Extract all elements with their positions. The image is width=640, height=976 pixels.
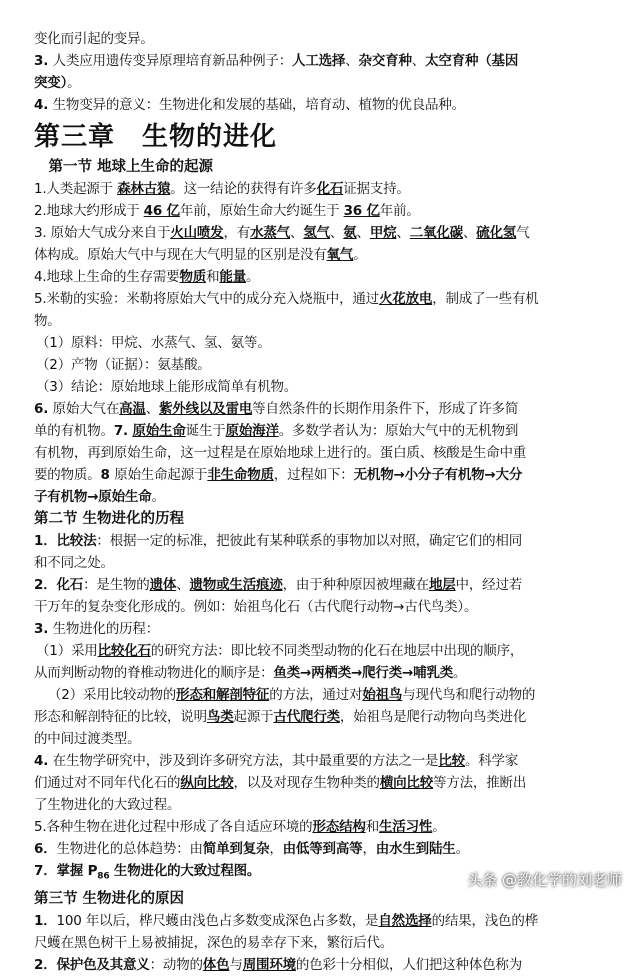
text-segment: 物。 <box>34 313 61 329</box>
text-segment: 有机物，再到原始生命，这一过程是在原始地球上进行的。蛋白质、核酸是生命中重 <box>34 445 527 461</box>
text-segment: 4. <box>34 97 53 113</box>
text-segment: 尺蠖在黑色树干上易被捕捉，深色的易幸存下来，繁衍后代。 <box>34 934 394 951</box>
text-segment: 纵向比较 <box>180 775 234 791</box>
text-segment: 在生物学研究中，涉及到许多研究方法，其中最重要的方法之一是 <box>52 753 439 769</box>
text-segment: ，有 <box>223 225 251 241</box>
text-line <box>34 244 618 266</box>
text-segment: 生物进化的大致过程图。 <box>109 863 261 879</box>
text-segment: 生活习性 <box>379 819 433 835</box>
text-line <box>34 178 618 200</box>
text-line <box>34 310 618 332</box>
text-segment: 比较 <box>438 753 465 769</box>
text-line <box>34 530 618 552</box>
section-heading <box>34 888 618 910</box>
text-segment: 要的物质。 <box>34 467 101 483</box>
text-segment: 硫化氢 <box>476 225 517 241</box>
text-segment: 紫外线以及雷电 <box>159 401 253 417</box>
text-segment: 横向比较 <box>379 775 434 791</box>
text-segment: 、 <box>329 225 344 241</box>
text-segment: 、 <box>356 225 370 241</box>
text-line <box>34 596 618 618</box>
text-segment: 第二节 生物进化的历程 <box>34 511 185 527</box>
text-segment: 起源于 <box>233 709 274 725</box>
text-segment: ：根据一定的标准，把彼此有某种联系的事物加以对照，确定它们的相同 <box>96 533 523 549</box>
text-segment: 遗物或生活痕迹 <box>189 577 283 593</box>
text-line <box>34 932 618 954</box>
text-segment: 了生物进化的大致过程。 <box>34 797 181 813</box>
text-segment: 的研究方法：即比较不同类型动物的化石在地层中出现的顺序， <box>150 643 524 659</box>
text-segment: 证据支持。 <box>343 181 410 197</box>
text-segment: 6. <box>34 401 53 417</box>
text-segment: 、 <box>176 577 190 593</box>
text-line <box>34 200 618 222</box>
text-segment: 和不同之处。 <box>34 555 114 571</box>
text-segment: 周围环境 <box>242 956 296 973</box>
text-segment: 自然选择 <box>378 912 432 929</box>
text-segment: 鱼类→两栖类→爬行类→哺乳类 <box>273 665 454 681</box>
text-segment: 。 <box>151 489 165 505</box>
text-segment: 、 <box>462 225 477 241</box>
text-line <box>34 552 618 574</box>
text-line <box>34 750 618 772</box>
text-segment: 中，经过若 <box>455 577 523 593</box>
text-segment: 森林古猿 <box>117 181 171 197</box>
text-segment: 。 <box>453 665 467 681</box>
text-line <box>34 640 618 662</box>
text-segment: 比较化石 <box>97 643 151 659</box>
text-segment: 4.地球上生命的生存需要 <box>34 269 180 285</box>
section-heading <box>34 508 618 530</box>
text-line <box>34 816 618 838</box>
text-segment: 人工选择 <box>292 53 346 69</box>
text-segment: 从而判断动物的脊椎动物进化的顺序是： <box>34 665 274 681</box>
text-segment: 子有机物→原始生命 <box>34 489 152 505</box>
text-line <box>34 772 618 794</box>
text-segment: （1）原料：甲烷、水蒸气、氢、氨等。 <box>36 335 271 351</box>
text-segment: 火花放电 <box>378 291 433 307</box>
text-segment: 人类应用遗传变异原理培育新品种例子： <box>52 53 293 69</box>
text-segment: 第一节 地球上生命的起源 <box>34 159 214 175</box>
text-line <box>34 72 618 94</box>
text-segment: ， <box>362 841 376 857</box>
text-segment: 始祖鸟 <box>362 687 403 703</box>
text-segment: 地层 <box>428 577 456 593</box>
text-segment: 物质 <box>179 269 207 285</box>
text-segment: 们通过对不同年代化石的 <box>34 775 181 791</box>
text-segment: （2）采用比较动物的 <box>48 687 177 703</box>
text-segment: 第三节 生物进化的原因 <box>34 890 185 907</box>
text-line <box>34 464 618 486</box>
text-segment: 由低等到高等 <box>282 841 363 857</box>
text-segment: 等方法，推断出 <box>433 775 527 791</box>
text-segment: 、 <box>411 53 426 69</box>
text-segment: 与现代鸟和爬行动物的 <box>402 687 536 703</box>
text-segment: 年前。 <box>379 203 420 219</box>
text-segment: 突变） <box>34 75 68 91</box>
watermark: 头条 @教化学的刘老师 <box>467 871 622 889</box>
text-segment: 86 <box>97 871 110 882</box>
text-segment: ，由于种种原因被埋藏在 <box>282 577 429 593</box>
text-segment: ：动物的 <box>149 956 203 973</box>
text-line <box>34 222 618 244</box>
text-segment: 和 <box>365 819 379 835</box>
text-segment: 8 <box>100 467 115 483</box>
text-segment: 火山喷发 <box>170 225 224 241</box>
text-line <box>34 574 618 596</box>
text-segment: 变化而引起的变异。 <box>34 31 154 47</box>
text-segment: 3. <box>34 53 53 69</box>
text-segment: 生物进化的历程： <box>52 621 160 637</box>
text-segment: 1．比较法 <box>34 533 97 549</box>
text-line <box>34 954 618 976</box>
text-line <box>34 910 618 932</box>
text-segment: 的方法，通过对 <box>269 687 363 703</box>
text-segment: 5.米勒的实验：米勒将原始大气中的成分充入烧瓶中，通过 <box>34 291 379 307</box>
text-segment: 、 <box>145 401 160 417</box>
text-segment: 诞生于 <box>185 423 226 439</box>
text-segment: 和 <box>206 269 220 285</box>
text-line <box>34 618 618 640</box>
text-segment: 单的有机物。 <box>34 423 114 439</box>
text-segment: 36 亿 <box>343 203 380 219</box>
document-page <box>34 28 618 976</box>
text-segment: 原始大气在 <box>52 401 120 417</box>
text-line <box>34 376 618 398</box>
text-line <box>34 728 618 750</box>
text-segment: 干万年的复杂变化形成的。例如：始祖鸟化石（古代爬行动物→古代鸟类）。 <box>34 599 478 615</box>
text-segment: 氧气 <box>326 247 354 263</box>
text-line <box>34 684 618 706</box>
text-segment: 太空育种（基因 <box>425 53 519 69</box>
text-segment: 2.地球大约形成于 <box>34 203 144 219</box>
chapter-title <box>34 120 618 154</box>
text-segment: 5.各种生物在进化过程中形成了各自适应环境的 <box>34 819 313 835</box>
text-segment: ， <box>269 841 283 857</box>
text-line <box>34 266 618 288</box>
text-segment: 古代爬行类 <box>273 709 340 725</box>
text-segment: 化石 <box>316 181 344 197</box>
text-segment: 简单到复杂 <box>202 841 270 857</box>
text-line <box>34 420 618 442</box>
text-segment: （2）产物（证据）：氨基酸。 <box>36 357 211 373</box>
text-line <box>34 288 618 310</box>
text-segment: 2．化石 <box>34 577 84 593</box>
text-segment: 无机物→小分子有机物→大分 <box>353 467 523 483</box>
text-segment: 。 <box>246 269 260 285</box>
text-segment: 。 <box>432 819 446 835</box>
text-segment: 的色彩十分相似，人们把这种体色称为 <box>295 956 523 973</box>
text-segment: 。 <box>455 841 469 857</box>
text-line <box>34 662 618 684</box>
text-segment: 形态和解剖特征 <box>176 687 270 703</box>
text-segment: 第三章 生物的进化 <box>34 122 278 152</box>
text-segment: 的结果，浅色的桦 <box>431 912 538 929</box>
text-segment: 1． <box>34 912 57 929</box>
text-segment: 2．保护色及其意义 <box>34 956 150 973</box>
text-segment: 氢气 <box>303 225 330 241</box>
text-segment: 46 亿 <box>143 203 180 219</box>
text-line <box>34 486 618 508</box>
text-segment: 原始海洋 <box>225 423 279 439</box>
text-segment: ，始祖鸟是爬行动物向鸟类进化 <box>339 709 527 725</box>
text-segment: 由水生到陆生 <box>375 841 456 857</box>
text-segment: 的中间过渡类型。 <box>34 731 141 747</box>
text-line <box>34 794 618 816</box>
text-segment: 氨 <box>343 225 357 241</box>
text-segment: 4. <box>34 753 53 769</box>
text-segment: 原始生命 <box>132 423 186 439</box>
text-segment: 、 <box>290 225 304 241</box>
text-segment: 遗体 <box>149 577 177 593</box>
text-line <box>34 838 618 860</box>
text-segment: 原始生命起源于 <box>114 467 208 483</box>
text-segment: 6． <box>34 841 57 857</box>
text-segment: 形态和解剖特征的比较，说明 <box>34 709 207 725</box>
text-segment: 体色 <box>202 956 230 973</box>
text-segment: 。 <box>353 247 367 263</box>
text-segment: 、 <box>396 225 410 241</box>
text-segment: 二氧化碳 <box>409 225 463 241</box>
text-segment: ，过程如下： <box>273 467 354 483</box>
text-segment: 年前，原始生命大约诞生于 <box>179 203 344 219</box>
text-segment: 1.人类起源于 <box>34 181 118 197</box>
text-segment: 。科学家 <box>464 753 519 769</box>
text-segment: 形态结构 <box>312 819 366 835</box>
text-segment: 。多数学者认为：原始大气中的无机物到 <box>278 423 519 439</box>
text-segment: 体构成。原始大气中与现在大气明显的区别是没有 <box>34 247 327 263</box>
text-segment: （1）采用 <box>36 643 98 659</box>
text-line <box>34 442 618 464</box>
text-segment: 等自然条件的长期作用条件下，形成了许多简 <box>252 401 519 417</box>
text-line <box>34 28 618 50</box>
text-segment: 生物进化的总体趋势：由 <box>56 841 203 857</box>
text-line <box>34 398 618 420</box>
text-segment: 高温 <box>119 401 146 417</box>
text-segment: 100 年以后，桦尺蠖由浅色占多数变成深色占多数，是 <box>56 912 379 929</box>
text-segment: ：是生物的 <box>83 577 150 593</box>
text-segment: 鸟类 <box>206 709 234 725</box>
text-line <box>34 94 618 116</box>
text-segment: 3. <box>34 621 53 637</box>
text-line <box>34 706 618 728</box>
text-segment: 甲烷 <box>369 225 397 241</box>
text-line <box>34 354 618 376</box>
text-segment: 、 <box>345 53 359 69</box>
text-segment: 杂交育种 <box>358 53 412 69</box>
text-segment: （3）结论：原始地球上能形成简单有机物。 <box>36 379 298 395</box>
text-segment: 。这一结论的获得有许多 <box>170 181 317 197</box>
text-segment: 7. <box>113 423 133 439</box>
text-segment: 与 <box>229 956 243 973</box>
section-heading <box>34 156 618 178</box>
text-segment: 能量 <box>219 269 247 285</box>
text-segment: 。 <box>67 75 81 91</box>
text-line <box>34 332 618 354</box>
text-segment: 气 <box>516 225 530 241</box>
text-segment: ，制成了一些有机 <box>432 291 539 307</box>
text-line <box>34 50 618 72</box>
text-segment: 7．掌握 P <box>34 863 98 879</box>
text-segment: 水蒸气 <box>250 225 290 241</box>
text-segment: 生物变异的意义：生物进化和发展的基础，培育动、植物的优良品种。 <box>52 97 465 113</box>
text-segment: 3. 原始大气成分来自于 <box>34 225 171 241</box>
text-segment: ，以及对现存生物种类的 <box>233 775 380 791</box>
text-segment: 非生命物质 <box>207 467 274 483</box>
